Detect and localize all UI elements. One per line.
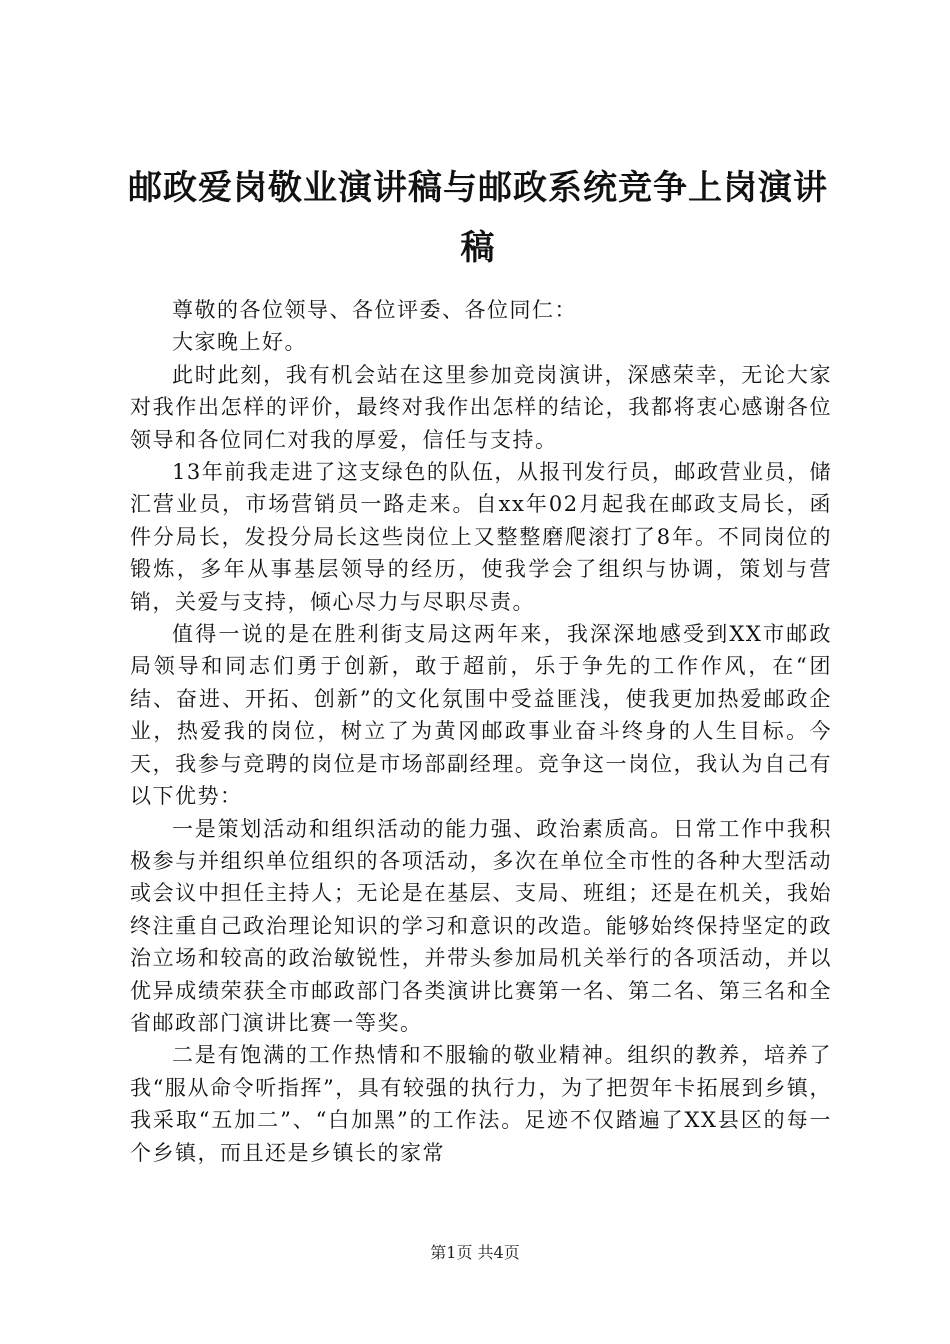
body-paragraph: 一是策划活动和组织活动的能力强、政治素质高。日常工作中我积极参与并组织单位组织的各项活动，多次在单位全市性的各种大型活动或会议中担任主持人；无论是在基层、支局、班组；还是在机关，我始终注重自己政治理论知识的学习和意识的改造。能够始终保持坚定的政治立场和较高的政治敏锐性，并带头参加局机关举行的各项活动，并以优异成绩荣获全市邮政部门各类演讲比赛第一名、第二名、第三名和全省邮政部门演讲比赛一等奖。 [130,816,832,1035]
document-title: 邮政爱岗敬业演讲稿与邮政系统竞争上岗演讲稿 [128,168,828,268]
salutation-paragraph: 大家晚上好。 [172,330,307,355]
document-body [130,294,832,1169]
page-number-footer: 第1页 共4页 [430,1243,520,1262]
body-paragraph: 值得一说的是在胜利街支局这两年来，我深深地感受到XX市邮政局领导和同志们勇于创新，敢于超前，乐于争先的工作作风，在“团结、奋进、开拓、创新”的文化氛围中受益匪浅，使我更加热爱邮政企业，热爱我的岗位，树立了为黄冈邮政事业奋斗终身的人生目标。今天，我参与竞聘的岗位是市场部副经理。竞争这一岗位，我认为自己有以下优势： [130,622,832,809]
greeting-paragraph: 尊敬的各位领导、各位评委、各位同仁： [172,298,577,322]
body-paragraph: 13年前我走进了这支绿色的队伍，从报刊发行员，邮政营业员，储汇营业员，市场营销员一路走来。自xx年02月起我在邮政支局长，函件分局长，发投分局长这些岗位上又整整磨爬滚打了8年。不同岗位的锻炼，多年从事基层领导的经历，使我学会了组织与协调，策划与营销，关爱与支持，倾心尽力与尽职尽责。 [130,460,832,614]
body-paragraph: 此时此刻，我有机会站在这里参加竞岗演讲，深感荣幸，无论大家对我作出怎样的评价，最终对我作出怎样的结论，我都将衷心感谢各位领导和各位同仁对我的厚爱，信任与支持。 [130,362,832,452]
body-paragraph: 二是有饱满的工作热情和不服输的敬业精神。组织的教养，培养了我“服从命令听指挥”，具有较强的执行力，为了把贺年卡拓展到乡镇，我采取“五加二”、“白加黑”的工作法。足迹不仅踏遍了XX县区的每一个乡镇，而且还是乡镇长的家常 [130,1043,832,1165]
